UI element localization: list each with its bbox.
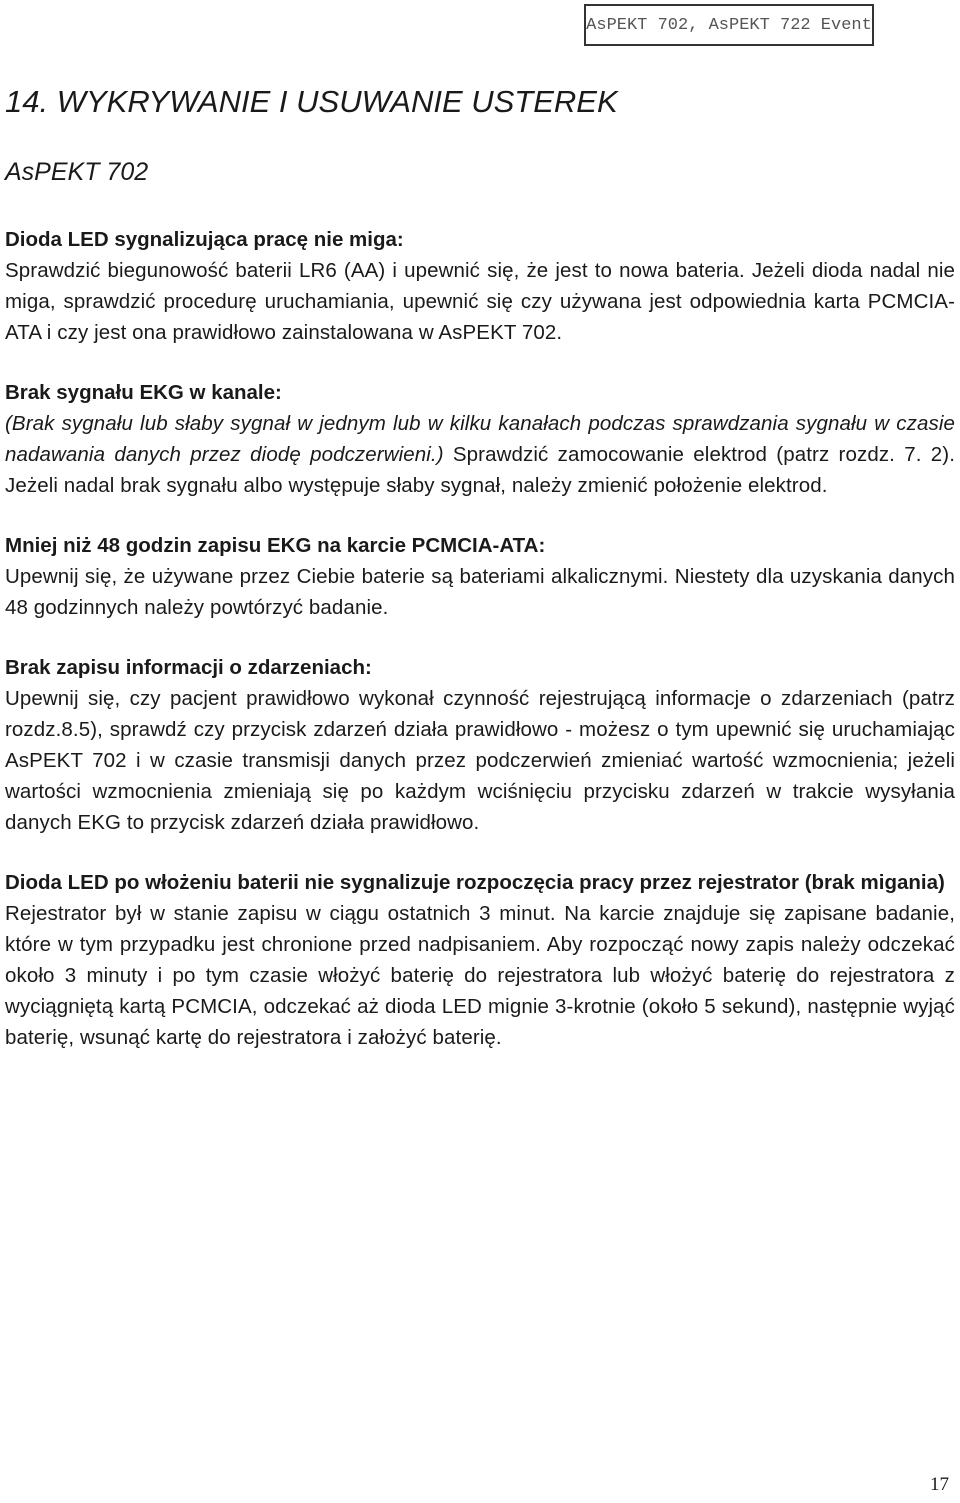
section-heading: Brak sygnału EKG w kanale: <box>5 381 282 404</box>
chapter-title: 14. WYKRYWANIE I USUWANIE USTEREK <box>5 84 618 119</box>
section-italic-text: (Brak sygnału lub słaby sygnał w jednym lub w kilku kanałach podczas sprawdzania sygnału w czasie nadawania danych przez diodę podczerwieni.) <box>5 412 955 466</box>
section-no-event-record <box>5 652 955 838</box>
section-less-than-48h <box>5 530 955 623</box>
document-body <box>5 224 955 1082</box>
section-body <box>5 408 955 501</box>
page-number: 17 <box>930 1474 949 1495</box>
section-heading: Brak zapisu informacji o zdarzeniach: <box>5 656 372 679</box>
model-title: AsPEKT 702 <box>5 158 149 186</box>
section-led-after-battery <box>5 867 955 1053</box>
section-text: Upewnij się, że używane przez Ciebie baterie są bateriami alkalicznymi. Niestety dla uzyskania danych 48 godzinnych należy powtórzyć badanie. <box>5 565 955 619</box>
section-heading: Mniej niż 48 godzin zapisu EKG na karcie PCMCIA-ATA: <box>5 534 546 557</box>
section-body <box>5 255 955 348</box>
running-header <box>584 4 874 46</box>
section-body <box>5 683 955 838</box>
section-led-not-blinking <box>5 224 955 348</box>
section-text: Rejestrator był w stanie zapisu w ciągu ostatnich 3 minut. Na karcie znajduje się zapisane badanie, które w tym przypadku jest chronione przed nadpisaniem. Aby rozpocząć nowy zapis należy odczekać około 3 minuty i po tym czasie włożyć baterię do rejestratora lub włożyć baterię do rejestratora z wyciągniętą kartą PCMCIA, odczekać aż dioda LED mignie 3-krotnie (około 5 sekund), następnie wyjąć baterię, wsunąć kartę do rejestratora i założyć baterię. <box>5 902 955 1049</box>
section-text: Upewnij się, czy pacjent prawidłowo wykonał czynność rejestrującą informacje o zdarzeniach (patrz rozdz.8.5), sprawdź czy przycisk zdarzeń działa prawidłowo - możesz o tym upewnić się uruchamiając AsPEKT 702 i w czasie transmisji danych przez podczerwień zmieniać wartość wzmocnienia; jeżeli wartości wzmocnienia zmieniają się po każdym wciśnięciu przycisku zdarzeń w trakcie wysyłania danych EKG to przycisk zdarzeń działa prawidłowo. <box>5 687 955 834</box>
running-header-text: AsPEKT 702, AsPEKT 722 Event <box>586 15 872 35</box>
section-heading: Dioda LED sygnalizująca pracę nie miga: <box>5 228 404 251</box>
section-body <box>5 561 955 623</box>
section-body <box>5 898 955 1053</box>
section-heading: Dioda LED po włożeniu baterii nie sygnalizuje rozpoczęcia pracy przez rejestrator (brak migania) <box>5 871 945 894</box>
section-text: Sprawdzić zamocowanie elektrod (patrz rozdz. 7. 2). Jeżeli nadal brak sygnału albo występuje słaby sygnał, należy zmienić położenie elektrod. <box>5 443 955 497</box>
section-no-ekg-signal <box>5 377 955 501</box>
section-text: Sprawdzić biegunowość baterii LR6 (AA) i upewnić się, że jest to nowa bateria. Jeżeli dioda nadal nie miga, sprawdzić procedurę uruchamiania, upewnić się czy używana jest odpowiednia karta PCMCIA-ATA i czy jest ona prawidłowo zainstalowana w AsPEKT 702. <box>5 259 955 344</box>
